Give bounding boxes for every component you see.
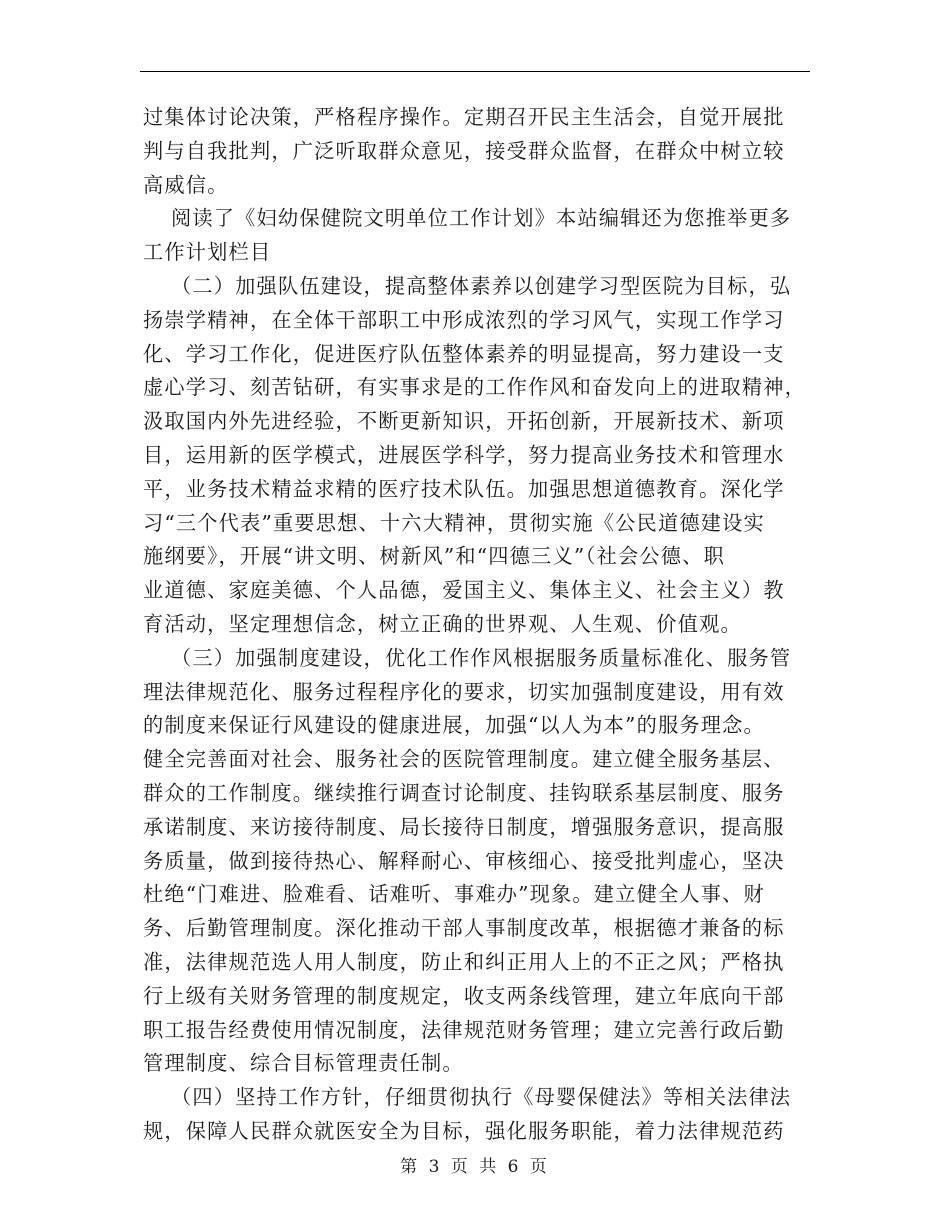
paragraph-system-building: （三）加强制度建设，优化工作作风根据服务质量标准化、服务管 理法律规范化、服务过程程序化的要求，切实加强制度建设，用有效 的制度来保证行风建设的健康进展，加强“以人为本”的服务理念。 健全完善面对社会、服务社会的医院管理制度。建立健全服务基层、 群众的工作制度。继续推行调查讨论制度、挂钩联系基层制度、服务 承诺制度、来访接待制度、局长接待日制度，增强服务意识，提高服 务质量，做到接待热心、解释耐心、审核细心、接受批判虚心，坚决 杜绝“门难进、脸难看、话难听、事难办”现象。建立健全人事、财 务、后勤管理制度。深化推动干部人事制度改革，根据德才兼备的标 准，法律规范选人用人制度，防止和纠正用人上的不正之风；严格执 行上级有关财务管理的制度规定，收支两条线管理，建立年底向干部 职工报告经费使用情况制度，法律规范财务管理；建立完善行政后勤 管理制度、综合目标管理责任制。 [143, 645, 792, 1076]
paragraph-team-building: （二）加强队伍建设，提高整体素养以创建学习型医院为目标，弘 扬崇学精神，在全体干部职工中形成浓烈的学习风气，实现工作学习 化、学习工作化，促进医疗队伍整体素养的明显提高，努力建设一支 虚心学习、刻苦钻研，有实事求是的工作作风和奋发向上的进取精神， 汲取国内外先进经验，不断更新知识，开拓创新，开展新技术、新项 目，运用新的医学模式，进展医学科学，努力提高业务技术和管理水 平，业务技术精益求精的医疗技术队伍。加强思想道德教育。深化学 习“三个代表”重要思想、十六大精神，贯彻实施《公民道德建设实 施纲要》，开展“讲文明、树新风”和“四德三义”（社会公德、职 业道德、家庭美德、个人品德，爱国主义、集体主义、社会主义）教 育活动，坚定理想信念，树立正确的世界观、人生观、价值观。 [143, 273, 807, 636]
document-body [143, 101, 809, 1149]
paragraph-work-policy: （四）坚持工作方针，仔细贯彻执行《母婴保健法》等相关法律法 规，保障人民群众就医安全为目标，强化服务职能，着力法律规范药 [143, 1085, 792, 1143]
page-number-footer: 第 3 页 共 6 页 [400, 1157, 550, 1177]
paragraph-recommendation: 阅读了《妇幼保健院文明单位工作计划》本站编辑还为您推举更多 工作计划栏目 [143, 206, 792, 265]
header-rule [140, 71, 810, 72]
paragraph-continuation: 过集体讨论决策，严格程序操作。定期召开民主生活会，自觉开展批 判与自我批判，广泛听取群众意见，接受群众监督，在群众中树立较 高威信。 [143, 105, 785, 197]
